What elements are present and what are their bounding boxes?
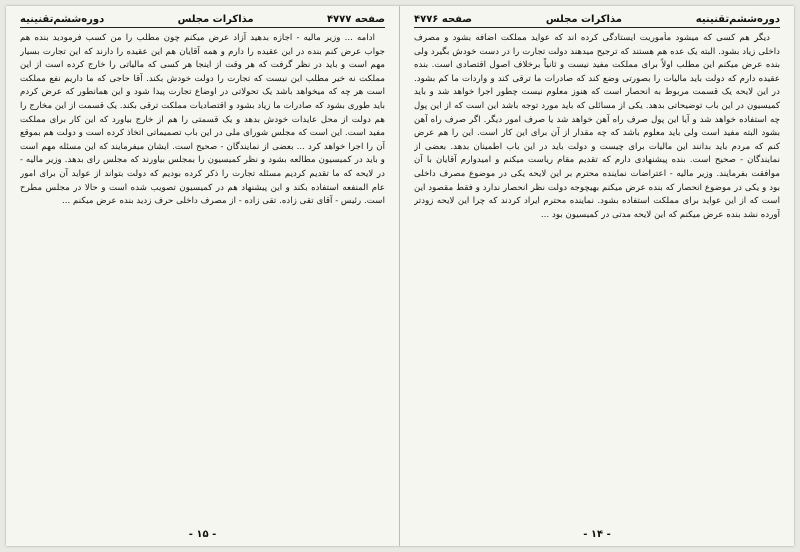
page-label: صفحه ۴۷۷۶ — [414, 14, 473, 25]
page-number: - ۱۵ - — [188, 529, 217, 540]
page-body-text — [20, 32, 385, 518]
body-paragraph: دیگر هم کسی که میشود مأموریت ایستادگی کرده اند که عواید مملکت اضافه بشود و مصرف داخلی زیاد بشود. البته یک عده هم هستند که ترجیح میدهند دولت تجارت را در دست خودش بگیرد ولی بنده عرض میکنم این مطلب اولاً برای مملکت مفید نیست و ثانیاً برخلاف اصول اقتصادی است. بنده عقیده دارم که دولت باید مالیات را بصورتی وضع کند که صادرات ما ترقی کند و واردات ما کم بشود. در این لایحه یک قسمت مربوط به انحصار است که هنوز معلوم نیست چطور اجرا خواهد شد و باید کمیسیون در این باب توضیحاتی بدهد. یکی از مسائلی که باید مورد توجه باشد این است که از این پول چه استفاده خواهد شد و آیا این پول صرف راه آهن خواهد شد یا صرف امور دیگر. اگر صرف راه آهن بشود البته مفید است ولی باید معلوم باشد که چه مقدار از آن برای این کار است. این را هم عرض کنم که مردم باید بدانند این مالیات برای چیست و دولت باید در این باب اطمینان بدهد. بعضی از نمایندگان - صحیح است. بنده پیشنهادی دارم که تقدیم مقام ریاست میکنم و امیدوارم آقایان با آن موافقت بفرمایند. وزیر مالیه - اعتراضات نماینده محترم بر این لایحه یکی در موضوع مصرف داخلی بود و یکی در موضوع انحصار که بنده عرض میکنم بهیچوجه دولت نظر انحصار ندارد و فقط مقصود این است که از این عواید برای مملکت استفاده بشود. نماینده محترم ایراد کردند که چرا این لایحه زودتر آورده نشد بنده عرض میکنم که این لایحه مدتی در کمیسیون بود ... — [414, 33, 780, 220]
right-page — [400, 6, 794, 546]
page-header — [414, 14, 780, 28]
session-label: دوره‌ششم‌تقنینیه — [695, 14, 780, 25]
page-title: مذاکرات مجلس — [545, 14, 622, 25]
left-page — [6, 6, 400, 546]
page-body-text — [414, 32, 780, 518]
page-header — [20, 14, 385, 28]
book-spread — [6, 6, 794, 546]
page-title: مذاکرات مجلس — [177, 14, 254, 25]
session-label: دوره‌ششم‌تقنینیه — [20, 14, 105, 25]
body-paragraph: ادامه ... وزیر مالیه - اجازه بدهید آزاد عرض میکنم چون مطلب را من کسب فرمودید بنده هم جواب عرض کنم بنده در این عقیده را دارم و همه آقایان هم این عقیده را دارند که این تجارت بسیار مهم است و باید در نظر گرفت که هر وقت از اینجا هر کسی که مالیاتی را خارج کرده است از این مملکت نه خیر مطلب این نیست که تجارت را دولت خودش بکند. آقا حاجی که ما داریم نفع مملکت است هر چه که میخواهد باشد یک تحولاتی در اوضاع تجارت پیدا شود و این همانطور که عرض کردم باید طوری بشود که صادرات ما زیاد بشود و اقتصادیات مملکت ترقی بکند. یک قسمت از این مخارج را هم دولت از محل عایدات خودش بدهد و یک قسمتی را هم از خارج بیاورد که این کار برای مملکت مفید است. این است که مجلس شورای ملی در این باب تصمیماتی اتخاذ کرده است و دولت هم بموقع آن را اجرا خواهد کرد ... بعضی از نمایندگان - صحیح است. ایشان میفرمایند که این مسئله مهم است و باید در کمیسیون مطالعه بشود و نظر کمیسیون را بمجلس بیاورند که مجلس رای بدهد. وزیر مالیه - در لایحه که ما تقدیم کردیم مسئله تجارت را ذکر کرده بودیم که دولت بتواند از عواید آن برای امور عام المنفعه استفاده بکند و این پیشنهاد هم در کمیسیون تصویب شده است و حالا در مجلس مطرح است. رئیس - آقای تقی زاده. تقی زاده - از مصرف داخلی حرف زدید بنده عرض میکنم ... — [20, 33, 385, 207]
page-label: صفحه ۴۷۷۷ — [326, 14, 385, 25]
page-number: - ۱۴ - — [583, 529, 611, 540]
